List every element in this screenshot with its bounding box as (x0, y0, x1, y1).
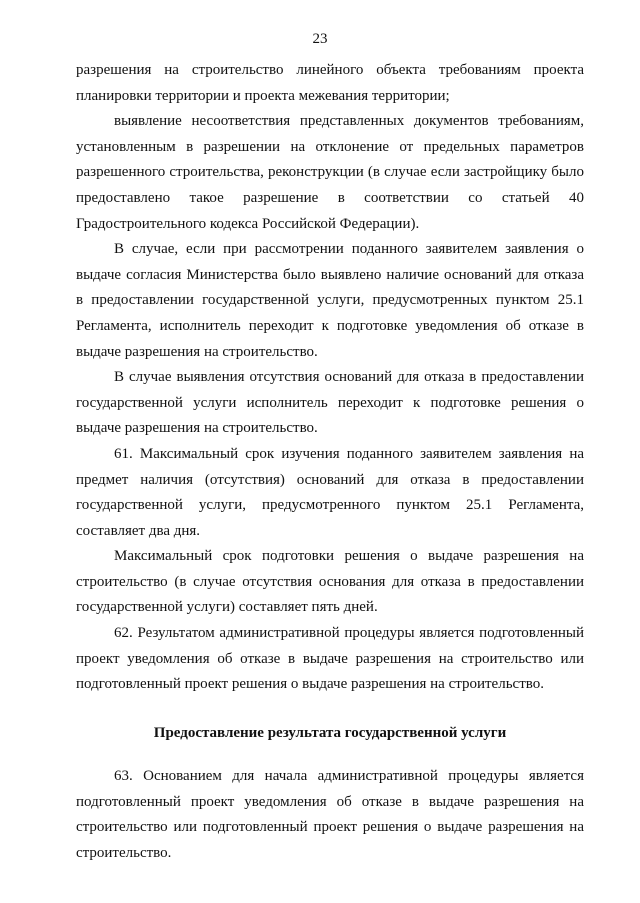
paragraph-62-result: 62. Результатом административной процедуры является подготовленный проект уведомления об отказе в выдаче разрешения на строительство или подготовленный проект решения о выдаче разрешения на строительство. (76, 625, 584, 693)
paragraph-61-review-term: 61. Максимальный срок изучения поданного заявителем заявления на предмет наличия (отсутствия) оснований для отказа в предоставлении государственной услуги, предусмотренного пунктом 25.1 Регламента, составляет два дня. (76, 445, 584, 539)
section-body (76, 764, 584, 866)
paragraph-continuation: разрешения на строительство линейного объекта требованиям проекта планировки территории и проекта межевания территории; (76, 62, 584, 104)
paragraph-noncompliance: выявление несоответствия представленных документов требованиям, установленным в разрешении на отклонение от предельных параметров разрешенного строительства, реконструкции (в случае если застройщику было предоставлено такое разрешение в соответствии со статьей 40 Градостроительного кодекса Российской Федерации). (76, 113, 584, 232)
document-body (76, 58, 584, 698)
section-heading: Предоставление результата государственной услуги (153, 725, 507, 741)
paragraph-decision-term: Максимальный срок подготовки решения о выдаче разрешения на строительство (в случае отсутствия основания для отказа в предоставлении государственной услуги) составляет пять дней. (76, 548, 584, 616)
page-number: 23 (312, 31, 328, 47)
section-heading-block (76, 722, 584, 744)
paragraph-no-refusal-grounds: В случае выявления отсутствия оснований для отказа в предоставлении государственной услуги исполнитель переходит к подготовке решения о выдаче разрешения на строительство. (76, 369, 584, 437)
paragraph-refusal-grounds: В случае, если при рассмотрении поданного заявителем заявления о выдаче согласия Министерства было выявлено наличие оснований для отказа в предоставлении государственной услуги, предусмотренных пунктом 25.1 Регламента, исполнитель переходит к подготовке уведомления об отказе в выдаче разрешения на строительство. (76, 241, 584, 360)
paragraph-63-basis: 63. Основанием для начала административной процедуры является подготовленный проект уведомления об отказе в выдаче разрешения на строительство или подготовленный проект решения о выдаче разрешения на строительство. (76, 768, 584, 861)
